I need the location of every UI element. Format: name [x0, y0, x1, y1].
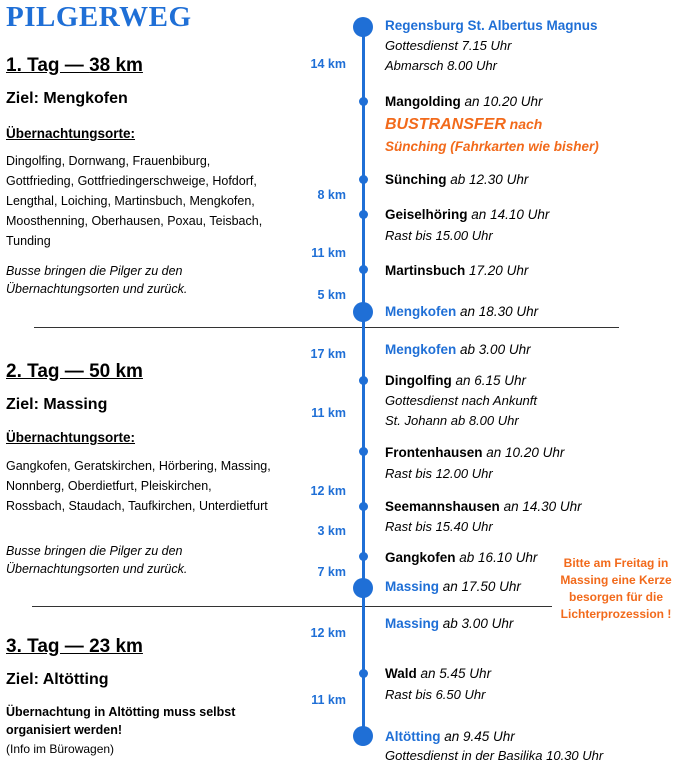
- stop-regensburg: [385, 16, 598, 35]
- timeline-dot-frontenhausen: [359, 447, 368, 456]
- day3-heading: [6, 636, 143, 658]
- day2-heading-km: 50 km: [89, 361, 143, 382]
- day2-heading-prefix: 2. Tag —: [6, 361, 90, 382]
- stop-name: Altötting: [385, 729, 441, 744]
- stop-detail: Rast bis 6.50 Uhr: [385, 687, 486, 702]
- distance-label: 3 km: [317, 524, 346, 538]
- stop-time: 17.20 Uhr: [469, 263, 529, 278]
- distance-label: 8 km: [317, 188, 346, 202]
- day2-goal: Ziel: Massing: [6, 396, 108, 413]
- stop-name: Frontenhausen: [385, 445, 483, 460]
- stop-name: Mangolding: [385, 94, 461, 109]
- stop-massing-arrival: [385, 577, 521, 596]
- day1-goal: Ziel: Mengkofen: [6, 90, 128, 107]
- timeline-dot-gangkofen: [359, 552, 368, 561]
- stop-time: an 17.50 Uhr: [442, 579, 521, 594]
- stop-detail: St. Johann ab 8.00 Uhr: [385, 413, 519, 428]
- day1-bus-note: Busse bringen die Pilger zu den Übernachtungsorten und zurück.: [6, 264, 188, 296]
- stop-mangolding: [385, 92, 543, 111]
- timeline-dot-seemannshausen: [359, 502, 368, 511]
- stop-time: ab 16.10 Uhr: [459, 550, 538, 565]
- stop-name: Martinsbuch: [385, 263, 466, 278]
- bustransfer-nach: nach: [509, 116, 543, 132]
- distance-label: 12 km: [310, 484, 346, 498]
- day1-heading: [6, 55, 143, 77]
- day3-heading-km: 23 km: [89, 636, 143, 657]
- day1-heading-prefix: 1. Tag —: [6, 55, 90, 76]
- day2-heading: [6, 361, 143, 383]
- day2-lodging-places: Gangkofen, Geratskirchen, Hörbering, Massing, Nonnberg, Oberdietfurt, Pleiskirchen, Rossbach, Staudach, Taufkirchen, Unterdietfurt: [6, 459, 271, 513]
- timeline-dot-suenching: [359, 175, 368, 184]
- stop-seemannshausen: [385, 497, 582, 516]
- stop-name: Dingolfing: [385, 373, 452, 388]
- stop-name: Massing: [385, 616, 440, 631]
- stop-detail: Abmarsch 8.00 Uhr: [385, 58, 497, 73]
- stop-name: Seemannshausen: [385, 499, 500, 514]
- stop-suenching: [385, 170, 528, 189]
- bustransfer-detail: Sünching (Fahrkarten wie bisher): [385, 139, 599, 154]
- stop-mengkofen-departure: [385, 340, 531, 359]
- stop-time: an 9.45 Uhr: [444, 729, 515, 744]
- separator-day1-day2: [34, 327, 619, 328]
- stop-name: Gangkofen: [385, 550, 456, 565]
- stop-massing-departure: [385, 614, 513, 633]
- timeline-dot-massing: [353, 578, 373, 598]
- day3-goal: Ziel: Altötting: [6, 671, 109, 688]
- stop-name: Wald: [385, 666, 417, 681]
- bustransfer-word: BUSTRANSFER: [385, 116, 506, 133]
- day3-info-note: (Info im Bürowagen): [6, 742, 115, 756]
- stop-detail: Gottesdienst in der Basilika 10.30 Uhr: [385, 748, 604, 763]
- stop-time: an 14.30 Uhr: [503, 499, 582, 514]
- stop-time: an 14.10 Uhr: [471, 207, 550, 222]
- stop-frontenhausen: [385, 443, 564, 462]
- stop-name: Geiselhöring: [385, 207, 468, 222]
- distance-label: 7 km: [317, 565, 346, 579]
- day3-heading-prefix: 3. Tag —: [6, 636, 90, 657]
- timeline-dot-altoetting: [353, 726, 373, 746]
- distance-label: 11 km: [311, 406, 346, 420]
- stop-time: an 5.45 Uhr: [420, 666, 492, 681]
- stop-geiselhoering: [385, 205, 549, 224]
- timeline-dot-martinsbuch: [359, 265, 368, 274]
- stop-detail: Rast bis 15.00 Uhr: [385, 228, 493, 243]
- stop-detail: Gottesdienst 7.15 Uhr: [385, 38, 512, 53]
- stop-wald: [385, 664, 491, 683]
- timeline-dot-geiselhoering: [359, 210, 368, 219]
- stop-altoetting: [385, 727, 515, 746]
- stop-name: Sünching: [385, 172, 447, 187]
- distance-label: 11 km: [311, 246, 346, 260]
- distance-label: 12 km: [310, 626, 346, 640]
- stop-detail: Rast bis 15.40 Uhr: [385, 519, 493, 534]
- stop-time: an 10.20 Uhr: [464, 94, 543, 109]
- stop-time: ab 3.00 Uhr: [442, 616, 514, 631]
- distance-label: 11 km: [311, 693, 346, 707]
- stop-detail: Rast bis 12.00 Uhr: [385, 466, 493, 481]
- timeline-dot-wald: [359, 669, 368, 678]
- stop-detail: Gottesdienst nach Ankunft: [385, 393, 538, 408]
- stop-name: Massing: [385, 579, 440, 594]
- stop-name: Mengkofen: [385, 304, 457, 319]
- day2-bus-note: Busse bringen die Pilger zu den Übernachtungsorten und zurück.: [6, 544, 188, 576]
- stop-name: Mengkofen: [385, 342, 457, 357]
- distance-label: 14 km: [310, 57, 346, 71]
- stop-time: an 6.15 Uhr: [455, 373, 527, 388]
- distance-label: 17 km: [310, 347, 346, 361]
- day2-lodging-heading: Übernachtungsorte:: [6, 430, 136, 445]
- candle-procession-note: Bitte am Freitag in Massing eine Kerze besorgen für die Lichterprozession !: [560, 556, 672, 621]
- stop-gangkofen: [385, 548, 537, 567]
- stop-dingolfing: [385, 371, 526, 390]
- stop-time: ab 12.30 Uhr: [450, 172, 529, 187]
- stop-time: ab 3.00 Uhr: [460, 342, 531, 357]
- page-title: PILGERWEG: [6, 1, 192, 33]
- stop-martinsbuch: [385, 261, 528, 280]
- bustransfer-note: [385, 115, 542, 134]
- day1-lodging-places: Dingolfing, Dornwang, Frauenbiburg, Gottfrieding, Gottfriedingerschweige, Hofdorf, Lengthal, Loiching, Martinsbuch, Mengkofen, Moosthenning, Oberhausen, Poxau, Teisbach, Tunding: [6, 154, 263, 248]
- day1-lodging-heading: Übernachtungsorte:: [6, 126, 136, 141]
- distance-label: 5 km: [317, 288, 346, 302]
- stop-name: Regensburg St. Albertus Magnus: [385, 18, 598, 33]
- separator-day2-day3: [32, 606, 552, 607]
- day3-lodging-note: Übernachtung in Altötting muss selbst organisiert werden!: [6, 705, 236, 737]
- day1-heading-km: 38 km: [89, 55, 143, 76]
- timeline-dot-regensburg: [353, 17, 373, 37]
- stop-time: an 18.30 Uhr: [460, 304, 539, 319]
- stop-mengkofen-arrival: [385, 302, 538, 321]
- timeline-dot-mangolding: [359, 97, 368, 106]
- timeline-dot-mengkofen: [353, 302, 373, 322]
- timeline-dot-dingolfing: [359, 376, 368, 385]
- stop-time: an 10.20 Uhr: [486, 445, 565, 460]
